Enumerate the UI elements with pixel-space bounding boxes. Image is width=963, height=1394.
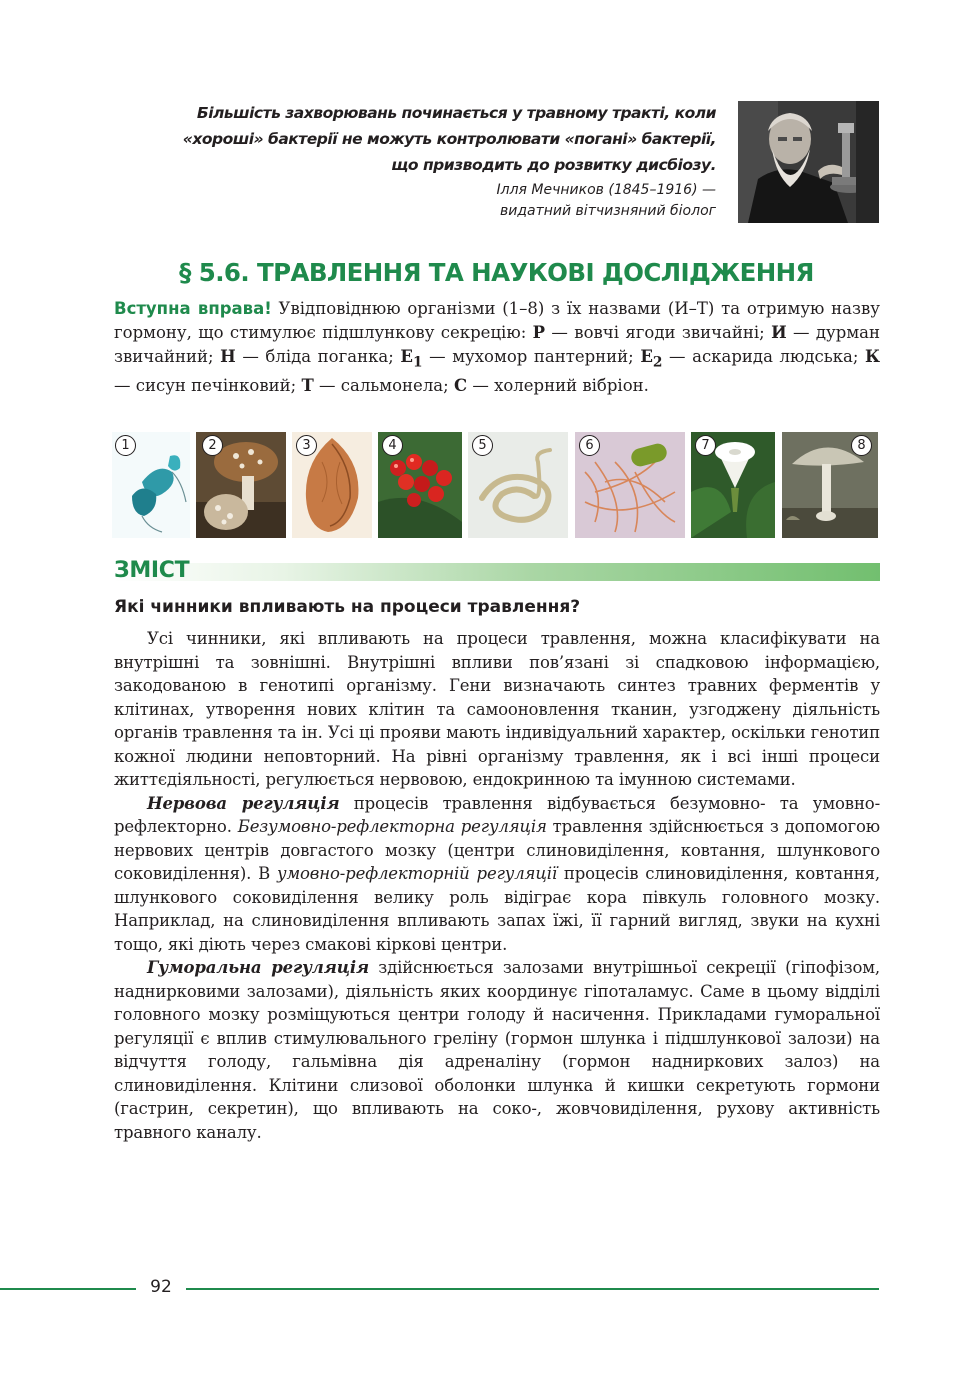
thumbnail-vibrio <box>112 432 190 538</box>
term-conditioned-regulation: умовно-рефлекторній регуляції <box>277 864 557 883</box>
thumbnail-daphne-berries <box>378 432 462 538</box>
thumbnail-salmonella <box>575 432 685 538</box>
content-header-bar <box>114 563 880 581</box>
thumbnail-number: 5 <box>472 435 493 456</box>
thumbnail-number: 1 <box>115 435 136 456</box>
thumbnail-panther-amanita <box>196 432 286 538</box>
thumbnail-number: 4 <box>382 435 403 456</box>
thumbnail-number: 2 <box>202 435 223 456</box>
thumbnail-ascaris <box>468 432 568 538</box>
letter-e1-sub: 1 <box>412 354 423 371</box>
letter-e1-base: Е <box>400 347 413 366</box>
intro-text: Увідповіднюю організми (1–8) з їх назвами (И–Т) та отримую назву гормону, що стимулює підшлункову секрецію: <box>114 299 880 342</box>
epigraph-quote <box>76 100 716 178</box>
intro-text: — сальмонела; <box>313 376 454 396</box>
term-nervous-regulation: Нервова регуляція <box>147 793 340 813</box>
letter-k: К <box>865 347 881 366</box>
footer-rule-right <box>186 1288 879 1290</box>
intro-text: — холерний вібріон. <box>467 376 649 396</box>
letter-e2 <box>640 347 663 371</box>
letter-s: С <box>453 376 468 396</box>
paragraph-3 <box>114 956 880 1144</box>
intro-text: — сисун печінковий; <box>114 376 302 396</box>
thumbnail-number: 6 <box>579 435 600 456</box>
intro-text: — вовчі ягоди звичайні; <box>545 323 772 342</box>
epigraph-line: Більшість захворювань починається у травному тракті, коли <box>196 104 716 122</box>
thumbnail-liver-fluke <box>292 432 372 538</box>
body-text <box>114 627 880 1144</box>
intro-text: — мухомор пантерний; <box>422 347 641 366</box>
thumbnail-datura <box>691 432 775 538</box>
intro-text: — аскарида людська; <box>662 347 865 366</box>
thumbnail-number: 7 <box>695 435 716 456</box>
letter-n: Н <box>220 347 236 366</box>
intro-text: — дурман звичайний; <box>114 323 880 366</box>
term-humoral-regulation: Гуморальна регуляція <box>147 958 369 977</box>
letter-e2-base: Е <box>640 347 653 366</box>
letter-y: И <box>771 323 787 342</box>
paragraph-text: процесів слиновиділення, ковтання, шлункового соковиділення велику роль відіграє кора півкуль головного мозку. Наприклад, на слиновиділення впливають запах їжі, її гарний вигляд, звуки на кухні тощо, які діють через смакові кіркові центри. <box>114 864 880 954</box>
paragraph-text: процесів травлення відбувається безумовно- та умовно-рефлекторно. <box>114 793 880 836</box>
thumbnail-number: 8 <box>851 435 872 456</box>
author-line: Ілля Мечников (1845–1916) — <box>496 182 716 198</box>
letter-e2-sub: 2 <box>652 354 663 371</box>
term-unconditioned-regulation: Безумовно-рефлекторна регуляція <box>237 817 547 836</box>
section-title: § 5.6. ТРАВЛЕННЯ ТА НАУКОВІ ДОСЛІДЖЕННЯ <box>179 258 814 287</box>
author-line: видатний вітчизняний біолог <box>499 203 716 219</box>
subheading: Які чинники впливають на процеси травлення? <box>114 597 581 617</box>
intro-exercise <box>114 297 880 398</box>
epigraph-author <box>216 180 716 222</box>
page-number: 92 <box>150 1277 172 1297</box>
intro-text: — бліда поганка; <box>235 347 401 366</box>
epigraph-line: «хороші» бактерії не можуть контролювати «погані» бактерії, <box>182 130 716 148</box>
paragraph-2 <box>114 792 880 957</box>
epigraph-line: що призводить до розвитку дисбіозу. <box>391 156 716 174</box>
footer-rule-left <box>0 1288 136 1290</box>
intro-label: Вступна вправа! <box>114 299 272 318</box>
thumbnail-number: 3 <box>296 435 317 456</box>
thumbnail-death-cap <box>782 432 878 538</box>
letter-t: Т <box>301 376 314 396</box>
letter-r: Р <box>532 323 546 342</box>
paragraph-text: травлення здійснюється з допомогою нервових центрів довгастого мозку (центри слиновиділення, ковтання, шлункового соковиділення). В <box>114 817 880 883</box>
paragraph-text: здійснюється залозами внутрішньої секреції (гіпофізом, наднирковими залозами), діяльність яких координує гіпоталамус. Саме в цьому відділі головного мозку розміщуються центри голоду й насичення. Прикладами гуморальної регуляції є вплив стимулювального греліну (гормон шлунка і підшлункової залози) на відчуття голоду, гальмівна дія адреналіну (гормон надниркових залоз) на слиновиділення. Клітини слизової оболонки шлунка й кишки секретують гормони (гастрин, секретин), що впливають на соко-, жовчовиділення, рухову активність травного каналу. <box>114 958 881 1142</box>
mechnikov-portrait <box>738 101 879 223</box>
letter-e1 <box>400 347 423 371</box>
content-label: ЗМІСТ <box>114 558 190 583</box>
organism-thumbnails <box>112 432 878 538</box>
paragraph-1: Усі чинники, які впливають на процеси травлення, можна класифікувати на внутрішні та зовнішні. Внутрішні впливи пов’язані зі спадковою інформацією, закодованою в генотипі організму. Гени визначають синтез травних ферментів у клітинах, утворення нових клітин та самооновлення тканин, узгоджену діяльність органів травлення та ін. Усі ці прояви мають індивідуальний характер, оскільки генотип кожної людини неповторний. На рівні організму травлення, як і всі інші процеси життєдіяльності, регулюється нервовою, ендокринною та імунною системами. <box>114 629 880 789</box>
